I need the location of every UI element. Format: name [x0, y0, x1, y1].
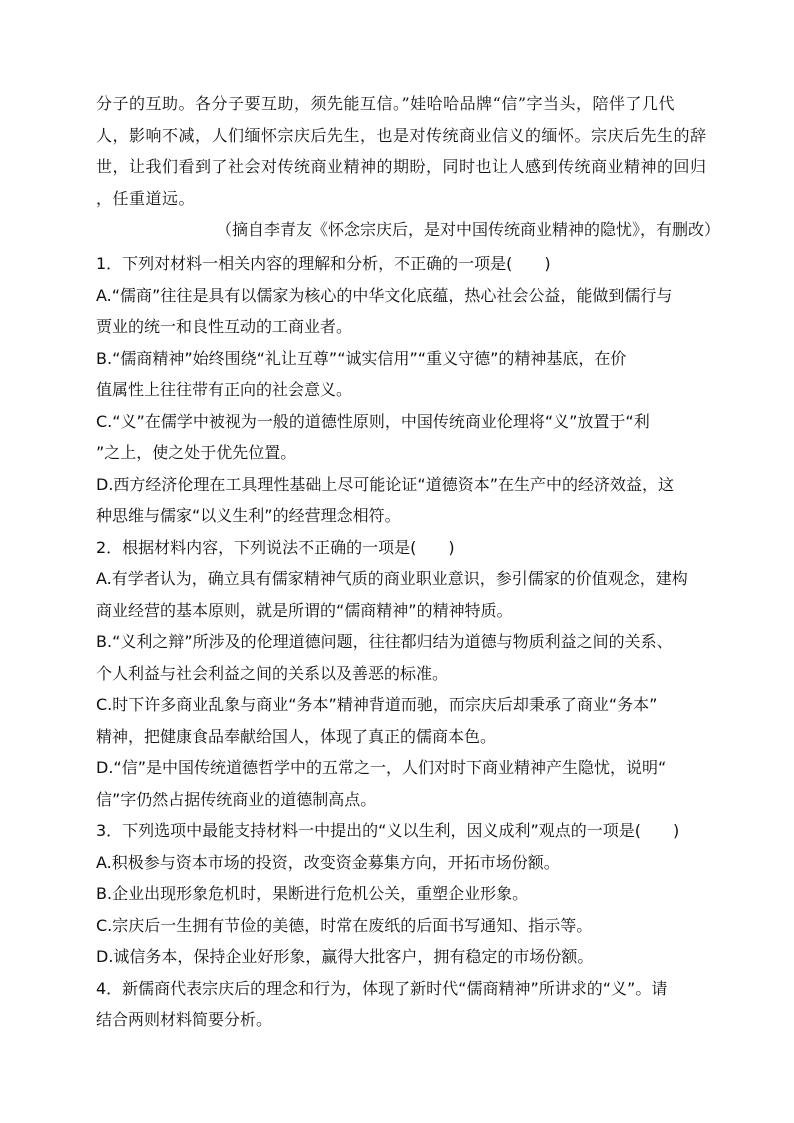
option-line: D.“信”是中国传统道德哲学中的五常之一，人们对时下商业精神产生隐忧，说明“ [96, 758, 667, 777]
option-c [96, 406, 700, 469]
option-line: 商业经营的基本原则，就是所谓的“儒商精神”的精神特质。 [96, 600, 513, 620]
passage-line: 世，让我们看到了社会对传统商业精神的期盼，同时也让人感到传统商业精神的回归 [96, 157, 707, 176]
option-line: C.时下许多商业乱象与商业“务本”精神背道而驰，而宗庆后却秉承了商业“务本” [96, 695, 658, 714]
option-line: 信”字仍然占据传统商业的道德制高点。 [96, 789, 377, 809]
option-line: D.西方经济伦理在工具理性基础上尽可能论证“道德资本”在生产中的经济效益，这 [96, 474, 674, 494]
question-stem: 2．根据材料内容，下列说法不正确的一项是( ) [96, 537, 455, 557]
option-line: A.“儒商”往往是具有以儒家为核心的中华文化底蕴，热心社会公益，能做到儒行与 [96, 285, 673, 305]
option-line: B.“儒商精神”始终围绕“礼让互尊”“诚实信用”“重义守德”的精神基底，在价 [96, 348, 627, 368]
question-4 [96, 973, 700, 1036]
passage-line: 分子的互助。各分子要互助，须先能互信。”娃哈哈品牌“信”字当头，陪伴了几代 [96, 94, 676, 113]
option-c: C.宗庆后一生拥有节俭的美德，时常在废纸的后面书写通知、指示等。 [96, 915, 593, 935]
option-line: 种思维与儒家“以义生利”的经营理念相符。 [96, 506, 401, 525]
option-d [96, 752, 700, 815]
option-b [96, 626, 700, 689]
question-stem: 结合两则材料简要分析。 [96, 1010, 273, 1029]
option-line: 精神，把健康食品奉献给国人，体现了真正的儒商本色。 [96, 726, 497, 746]
option-c [96, 689, 700, 752]
option-b [96, 343, 700, 406]
question-list [96, 248, 700, 1036]
option-line: A.有学者认为，确立具有儒家精神气质的商业职业意识，参引儒家的价值观念，建构 [96, 569, 688, 588]
question-stem: 4．新儒商代表宗庆后的理念和行为，体现了新时代“儒商精神”所讲求的“义”。请 [96, 978, 668, 998]
question-stem: 3．下列选项中最能支持材料一中提出的“义以生利，因义成利”观点的一项是( ) [96, 821, 680, 840]
option-a [96, 280, 700, 343]
question-stem: 1．下列对材料一相关内容的理解和分析，不正确的一项是( ) [96, 254, 551, 273]
question-1 [96, 248, 700, 532]
option-line: 贾业的统一和良性互动的工商业者。 [96, 317, 353, 336]
option-line: C.“义”在儒学中被视为一般的道德性原则，中国传统商业伦理将“义”放置于“利 [96, 411, 650, 431]
option-line: 值属性上往往带有正向的社会意义。 [96, 380, 353, 399]
option-a: A.积极参与资本市场的投资，改变资金募集方向，开拓市场份额。 [96, 852, 560, 872]
option-a [96, 563, 700, 626]
option-line: B.“义利之辩”所涉及的伦理道德问题，往往都归结为道德与物质利益之间的关系、 [96, 632, 673, 651]
option-d [96, 469, 700, 532]
option-b: B.企业出现形象危机时，果断进行危机公关，重塑企业形象。 [96, 884, 529, 903]
passage-paragraph [96, 88, 707, 214]
passage-line: 人，影响不减，人们缅怀宗庆后先生，也是对传统商业信义的缅怀。宗庆后先生的辞 [96, 125, 707, 145]
passage-source: （摘自李青友《怀念宗庆后，是对中国传统商业精神的隐忧》，有删改） [215, 220, 720, 239]
question-2 [96, 532, 700, 816]
option-d: D.诚信务本，保持企业好形象，赢得大批客户，拥有稳定的市场份额。 [96, 947, 594, 966]
question-3 [96, 815, 700, 973]
passage-line: ，任重道远。 [96, 188, 196, 208]
option-line: 个人利益与社会利益之间的关系以及善恶的标准。 [96, 663, 449, 683]
option-line: ”之上，使之处于优先位置。 [96, 443, 297, 462]
